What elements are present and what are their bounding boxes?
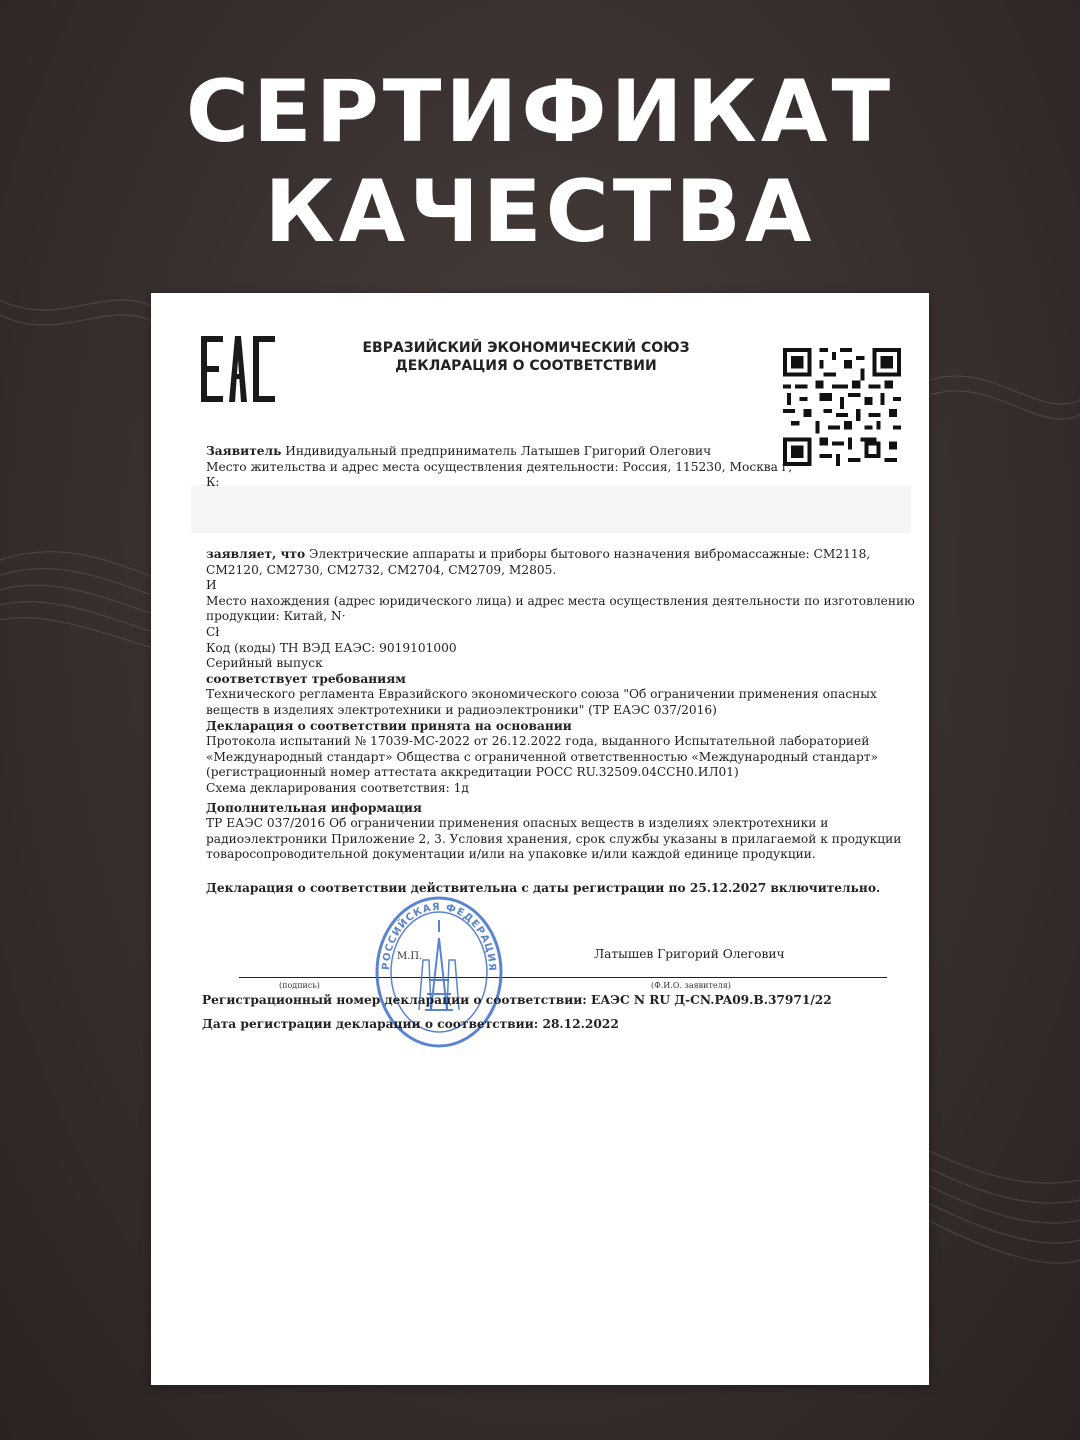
- basis-line-3: (регистрационный номер аттестата аккредитации РОСС RU.32509.04ССН0.ИЛ01): [206, 765, 739, 780]
- seal-mark: М.П.: [397, 951, 423, 962]
- extra-line-1: ТР ЕАЭС 037/2016 Об ограничении применения опасных веществ в изделиях электротехники и: [206, 816, 829, 831]
- headline-line-2: КАЧЕСТВА: [264, 162, 816, 262]
- extra-line-3: товаросопроводительной документации и/или на упаковке и/или каждой единице продукции.: [206, 847, 816, 862]
- basis-line-2: «Международный стандарт» Общества с ограниченной ответственностью «Международный стандарт»: [206, 749, 878, 764]
- eac-logo-icon: [201, 336, 277, 402]
- declares-text: Электрические аппараты и приборы бытового назначения вибромассажные: CM2118,: [309, 547, 871, 561]
- applicant-label: Заявитель: [206, 444, 282, 458]
- scheme-line: Схема декларирования соответствия: 1д: [206, 780, 469, 795]
- stamp-text: РОССИЙСКАЯ ФЕДЕРАЦИЯ: [380, 901, 498, 972]
- document-header: [321, 339, 731, 375]
- validity-line: Декларация о соответствии действительна с даты регистрации по 25.12.2027 включительно.: [206, 880, 881, 895]
- union-title: ЕВРАЗИЙСКИЙ ЭКОНОМИЧЕСКИЙ СОЮЗ: [362, 340, 690, 356]
- name-caption: (Ф.И.О. заявителя): [651, 981, 731, 990]
- declaration-body: [206, 547, 915, 896]
- signature-line: [239, 977, 887, 978]
- location-line-2: продукции: Китай, N·: [206, 609, 346, 624]
- regulation-line-1: Технического регламента Евразийского экономического союза "Об ограничении применения опасных: [206, 687, 877, 702]
- declaration-title: ДЕКЛАРАЦИЯ О СООТВЕТСТВИИ: [395, 358, 657, 374]
- declares-line-3: И: [206, 578, 217, 593]
- complies-label: соответствует требованиям: [206, 671, 406, 686]
- location-line-1: Место нахождения (адрес юридического лица) и адрес места осуществления деятельности по изготовлению: [206, 593, 915, 608]
- extra-line-2: радиоэлектроники Приложение 2, 3. Условия хранения, срок службы указаны в прилагаемой к продукции: [206, 831, 902, 846]
- location-line-3: Cł: [206, 624, 220, 639]
- extra-label: Дополнительная информация: [206, 800, 422, 815]
- regulation-line-2: веществ в изделиях электротехники и радиоэлектроники" (ТР ЕАЭС 037/2016): [206, 702, 717, 717]
- serial-line: Серийный выпуск: [206, 656, 323, 671]
- signer-name: Латышев Григорий Олегович: [594, 947, 785, 961]
- signature-caption: (подпись): [279, 981, 320, 990]
- declares-line-2: CM2120, CM2730, CM2732, CM2704, CM2709, M2805.: [206, 562, 557, 577]
- headline-line-1: СЕРТИФИКАТ: [185, 62, 895, 162]
- address-line-1: Место жительства и адрес места осуществления деятельности: Россия, 115230, Москва г,: [206, 459, 793, 474]
- address-line-2: К:: [206, 475, 220, 490]
- page-headline: [0, 62, 1080, 262]
- svg-text:РОССИЙСКАЯ ФЕДЕРАЦИЯ: [381, 902, 497, 972]
- declares-label: заявляет, что: [206, 547, 306, 561]
- basis-label: Декларация о соответствии принята на основании: [206, 718, 572, 733]
- declaration-document: [151, 293, 929, 1385]
- applicant-block: [206, 444, 896, 491]
- redacted-area: [191, 485, 911, 533]
- registration-date: Дата регистрации декларации о соответствии: 28.12.2022: [202, 1017, 619, 1031]
- code-line: Код (коды) ТН ВЭД ЕАЭС: 9019101000: [206, 640, 457, 655]
- applicant-text: Индивидуальный предприниматель Латышев Григорий Олегович: [285, 444, 712, 458]
- basis-line-1: Протокола испытаний № 17039-МС-2022 от 26.12.2022 года, выданного Испытательной лабораторией: [206, 734, 870, 749]
- signature-row: [239, 963, 889, 990]
- registration-number: Регистрационный номер декларации о соответствии: ЕАЭС N RU Д-CN.PA09.B.37971/22: [202, 993, 832, 1007]
